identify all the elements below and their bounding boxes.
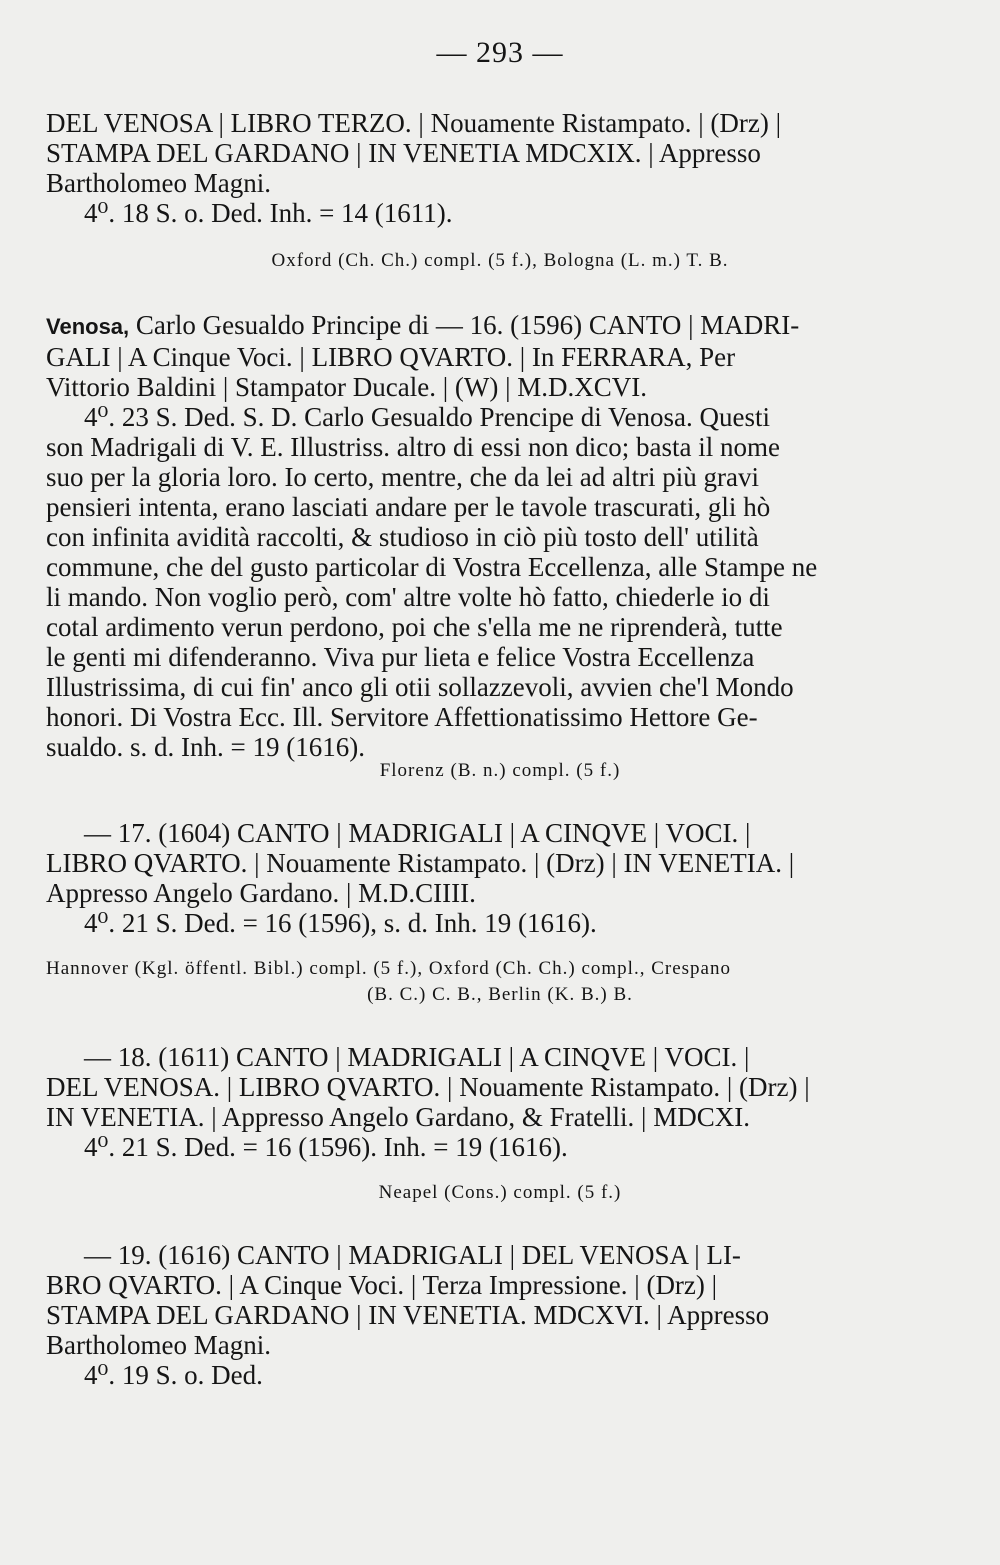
entry-heading-line: — 19. (1616) CANTO | MADRIGALI | DEL VENOSA | LI- xyxy=(84,1240,741,1270)
entry-line: BRO QVARTO. | A Cinque Voci. | Terza Impressione. | (Drz) | xyxy=(46,1270,718,1300)
entry-heading-line xyxy=(46,310,906,342)
library-holdings-continued: (B. C.) C. B., Berlin (K. B.) B. xyxy=(367,984,633,1005)
entry-line: con infinita avidità raccolti, & studioso in ciò più tosto dell' utilità xyxy=(46,522,759,552)
entry-line: DEL VENOSA | LIBRO TERZO. | Nouamente Ristampato. | (Drz) | xyxy=(46,108,782,138)
entry-format-line: 4⁰. 18 S. o. Ded. Inh. = 14 (1611). xyxy=(84,198,453,228)
entry-line: LIBRO QVARTO. | Nouamente Ristampato. | (Drz) | IN VENETIA. | xyxy=(46,848,795,878)
library-holdings: Neapel (Cons.) compl. (5 f.) xyxy=(378,1182,622,1203)
entry-line: GALI | A Cinque Voci. | LIBRO QVARTO. | In FERRARA, Per xyxy=(46,342,736,372)
entry-line: cotal ardimento verun perdono, poi che s'ella me ne riprenderà, tutte xyxy=(46,612,783,642)
entry-17 xyxy=(46,818,906,938)
entry-line: STAMPA DEL GARDANO | IN VENETIA. MDCXVI. | Appresso xyxy=(46,1300,770,1330)
entry-line: commune, che del gusto particolar di Vostra Eccellenza, alle Stampe ne xyxy=(46,552,818,582)
entry-format-line: 4⁰. 23 S. Ded. S. D. Carlo Gesualdo Prencipe di Venosa. Questi xyxy=(84,402,770,432)
entry-line: IN VENETIA. | Appresso Angelo Gardano, & Fratelli. | MDCXI. xyxy=(46,1102,750,1132)
entry-16 xyxy=(46,310,906,762)
entry-line: le genti mi difenderanno. Viva pur lieta e felice Vostra Eccellenza xyxy=(46,642,755,672)
author-name: Venosa, xyxy=(46,314,130,339)
library-holdings: Oxford (Ch. Ch.) compl. (5 f.), Bologna (L. m.) T. B. xyxy=(271,250,729,271)
entry-libro-terzo xyxy=(46,108,906,228)
entry-line: Carlo Gesualdo Principe di — 16. (1596) CANTO | MADRI- xyxy=(135,310,800,340)
entry-line: Appresso Angelo Gardano. | M.D.CIIII. xyxy=(46,878,476,908)
entry-18 xyxy=(46,1042,906,1162)
entry-line: son Madrigali di V. E. Illustriss. altro di essi non dico; basta il nome xyxy=(46,432,780,462)
entry-format-line: 4⁰. 21 S. Ded. = 16 (1596). Inh. = 19 (1616). xyxy=(84,1132,568,1162)
entry-19 xyxy=(46,1240,906,1390)
entry-line: honori. Di Vostra Ecc. Ill. Servitore Affettionatissimo Hettore Ge- xyxy=(46,702,758,732)
library-holdings: Hannover (Kgl. öffentl. Bibl.) compl. (5 f.), Oxford (Ch. Ch.) compl., Crespano xyxy=(46,958,731,979)
entry-format-line: 4⁰. 19 S. o. Ded. xyxy=(84,1360,263,1390)
entry-line: sualdo. s. d. Inh. = 19 (1616). xyxy=(46,732,365,762)
library-holdings: Florenz (B. n.) compl. (5 f.) xyxy=(379,760,621,781)
entry-format-line: 4⁰. 21 S. Ded. = 16 (1596), s. d. Inh. 19 (1616). xyxy=(84,908,597,938)
entry-line: Vittorio Baldini | Stampator Ducale. | (W) | M.D.XCVI. xyxy=(46,372,647,402)
entry-line: STAMPA DEL GARDANO | IN VENETIA MDCXIX. | Appresso xyxy=(46,138,761,168)
page-number: — 293 — xyxy=(436,36,564,69)
entry-line: DEL VENOSA. | LIBRO QVARTO. | Nouamente Ristampato. | (Drz) | xyxy=(46,1072,810,1102)
entry-heading-line: — 18. (1611) CANTO | MADRIGALI | A CINQVE | VOCI. | xyxy=(84,1042,750,1072)
entry-line: li mando. Non voglio però, com' altre volte hò fatto, chiederle io di xyxy=(46,582,770,612)
entry-line: Illustrissima, di cui fin' anco gli otii sollazzevoli, avvien che'l Mondo xyxy=(46,672,794,702)
entry-line: Bartholomeo Magni. xyxy=(46,168,271,198)
entry-line: suo per la gloria loro. Io certo, mentre, che da lei ad altri più gravi xyxy=(46,462,759,492)
entry-line: Bartholomeo Magni. xyxy=(46,1330,271,1360)
entry-heading-line: — 17. (1604) CANTO | MADRIGALI | A CINQVE | VOCI. | xyxy=(84,818,751,848)
entry-line: pensieri intenta, erano lasciati andare per le tavole trascurati, gli hò xyxy=(46,492,771,522)
